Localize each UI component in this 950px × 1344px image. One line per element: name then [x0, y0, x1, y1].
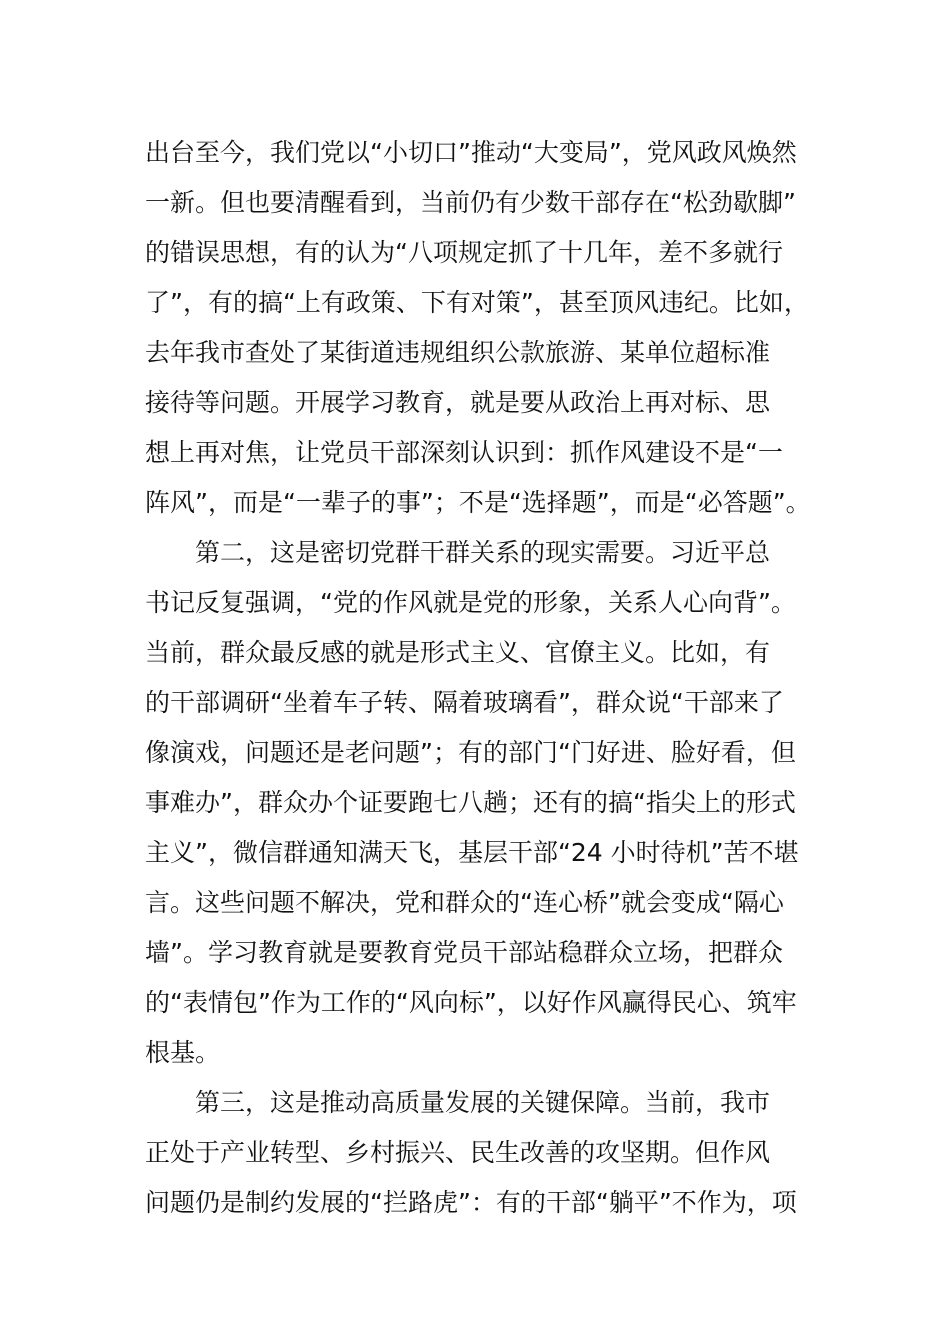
text-line: 像演戏，问题还是老问题”；有的部门“门好进、脸好看，但 — [145, 738, 796, 767]
text-line: 第二，这是密切党群干群关系的现实需要。习近平总 — [145, 538, 771, 567]
text-line: 书记反复强调，“党的作风就是党的形象，关系人心向背”。 — [145, 588, 796, 617]
text-line: 正处于产业转型、乡村振兴、民生改善的攻坚期。但作风 — [145, 1138, 771, 1167]
text-line: 的错误思想，有的认为“八项规定抓了十几年，差不多就行 — [145, 238, 783, 267]
text-line: 了”，有的搞“上有政策、下有对策”，甚至顶风违纪。比如， — [145, 288, 809, 317]
text-line: 出台至今，我们党以“小切口”推动“大变局”，党风政风焕然 — [145, 138, 797, 167]
text-line: 当前，群众最反感的就是形式主义、官僚主义。比如，有 — [145, 638, 771, 667]
text-line: 阵风”，而是“一辈子的事”；不是“选择题”，而是“必答题”。 — [145, 488, 811, 517]
text-line: 第三，这是推动高质量发展的关键保障。当前，我市 — [145, 1088, 771, 1117]
text-line: 一新。但也要清醒看到，当前仍有少数干部存在“松劲歇脚” — [145, 188, 796, 217]
text-line: 墙”。学习教育就是要教育党员干部站稳群众立场，把群众 — [145, 938, 783, 967]
body-text — [145, 128, 835, 1228]
text-line: 主义”，微信群通知满天飞，基层干部“24 小时待机”苦不堪 — [145, 838, 799, 867]
text-line: 的“表情包”作为工作的“风向标”，以好作风赢得民心、筑牢 — [145, 988, 797, 1017]
text-line: 言。这些问题不解决，党和群众的“连心桥”就会变成“隔心 — [145, 888, 784, 917]
text-line: 问题仍是制约发展的“拦路虎”：有的干部“躺平”不作为，项 — [145, 1188, 797, 1217]
text-line: 的干部调研“坐着车子转、隔着玻璃看”，群众说“干部来了 — [145, 688, 784, 717]
text-line: 事难办”，群众办个证要跑七八趟；还有的搞“指尖上的形式 — [145, 788, 796, 817]
text-line: 去年我市查处了某街道违规组织公款旅游、某单位超标准 — [145, 338, 771, 367]
text-line: 接待等问题。开展学习教育，就是要从政治上再对标、思 — [145, 388, 771, 417]
text-line: 根基。 — [145, 1038, 221, 1067]
text-line: 想上再对焦，让党员干部深刻认识到：抓作风建设不是“一 — [145, 438, 783, 467]
